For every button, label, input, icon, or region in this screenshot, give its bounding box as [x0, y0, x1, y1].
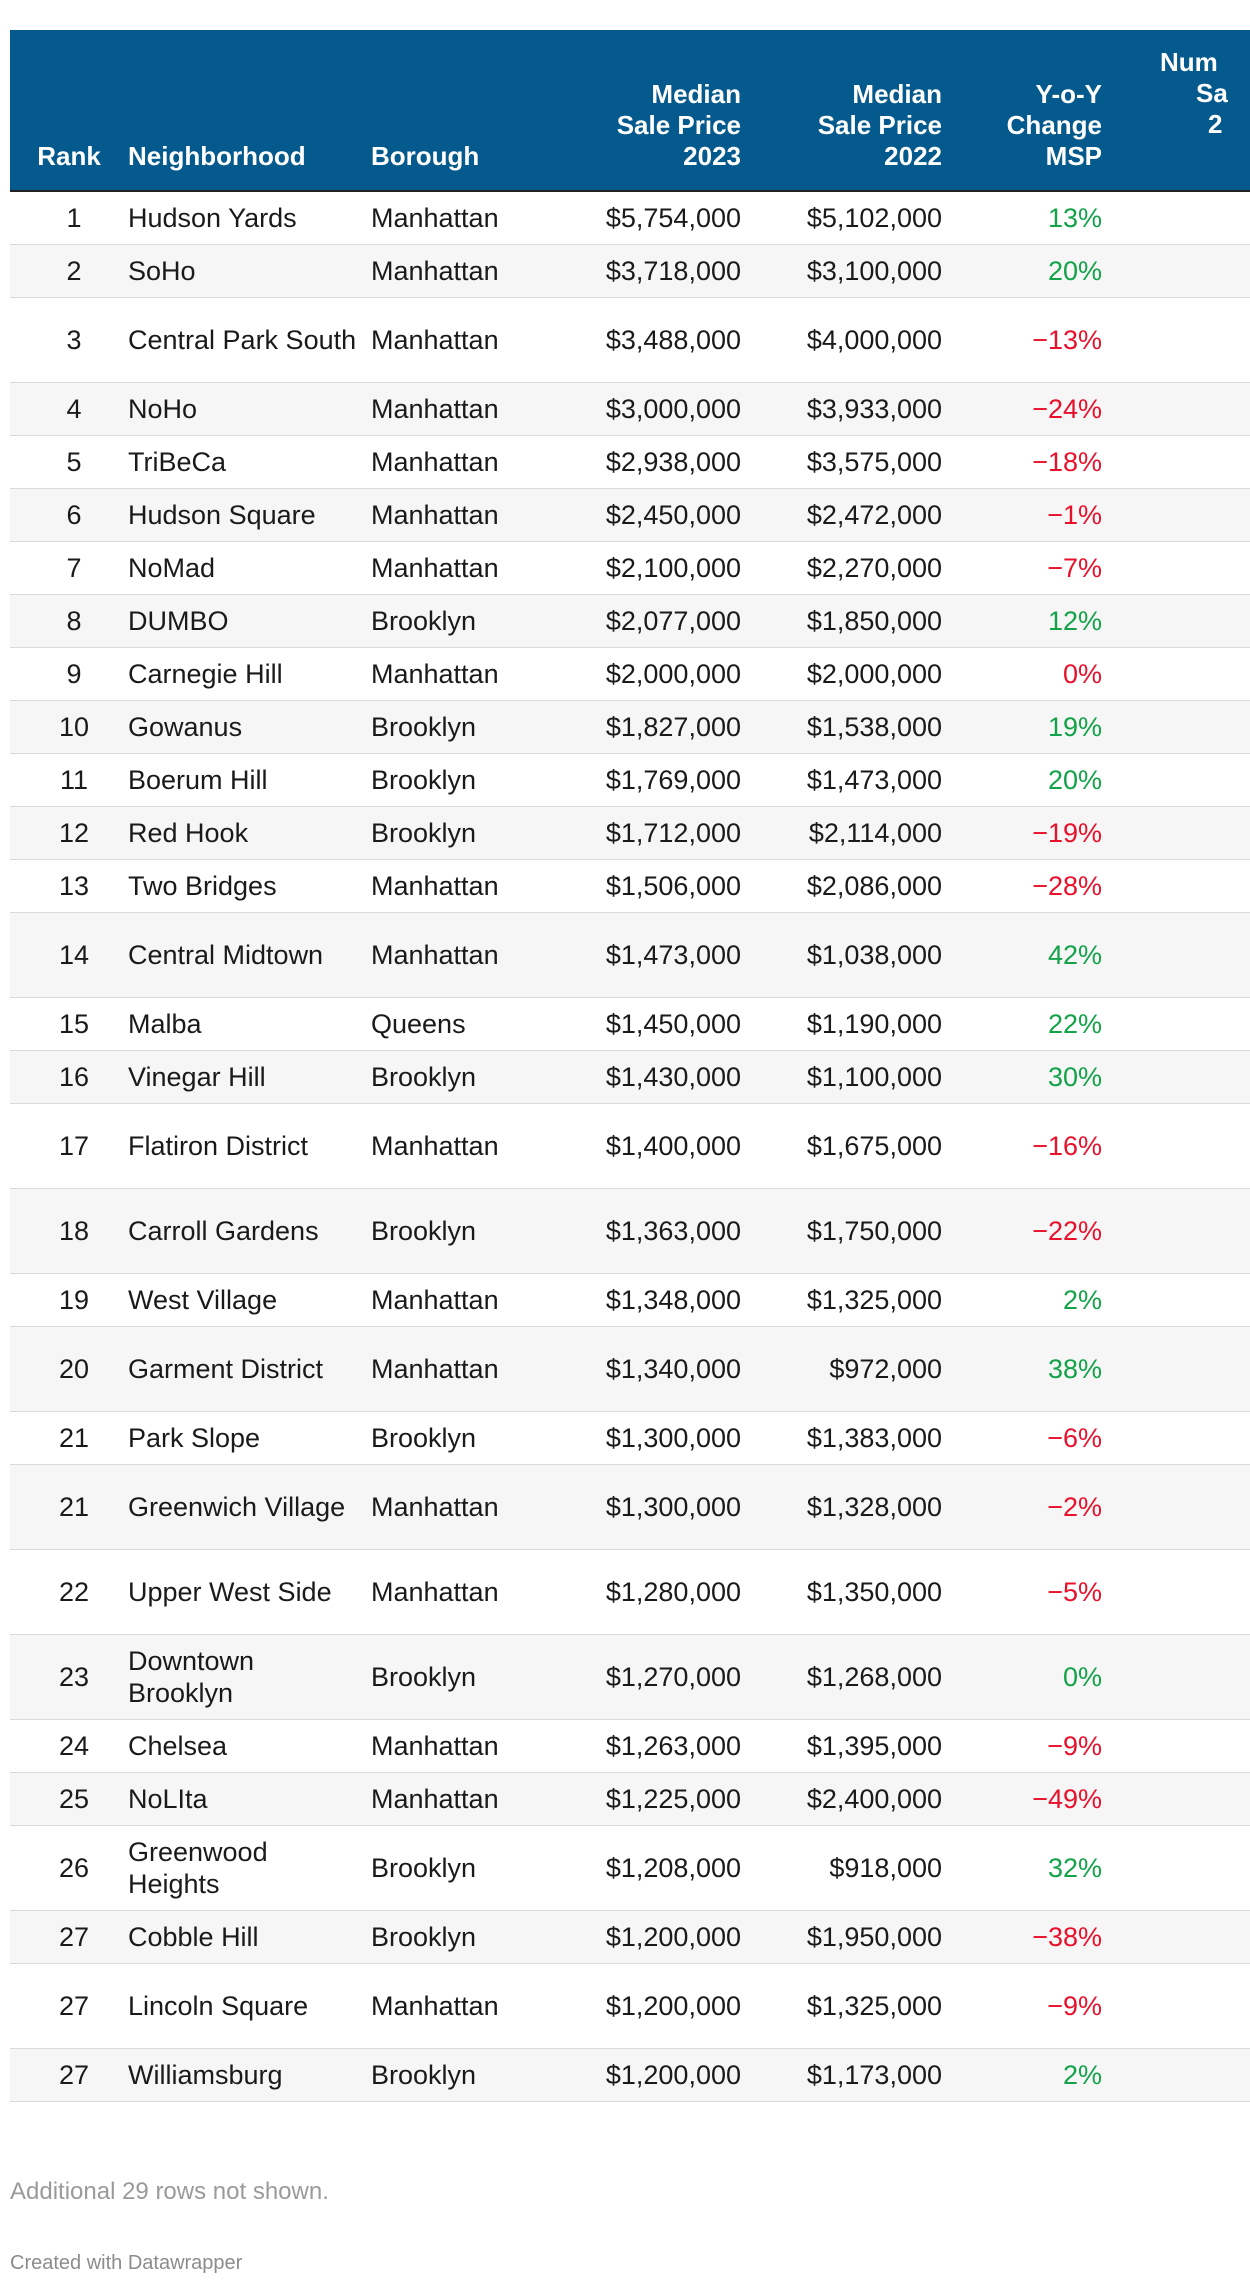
table-row	[10, 1825, 1250, 1910]
median-sale-price-2023-cell: $1,430,000	[537, 1050, 741, 1103]
median-sale-price-2022-cell: $1,850,000	[741, 594, 942, 647]
number-of-sales-cell	[1102, 541, 1250, 594]
rank-cell: 5	[10, 435, 128, 488]
borough-cell: Manhattan	[371, 859, 537, 912]
column-header-rank[interactable]: Rank	[10, 30, 128, 191]
table-row	[10, 753, 1250, 806]
yoy-change-cell: 12%	[942, 594, 1102, 647]
median-sale-price-2023-cell: $3,718,000	[537, 244, 741, 297]
median-sale-price-2023-cell: $1,712,000	[537, 806, 741, 859]
borough-cell: Manhattan	[371, 191, 537, 244]
median-sale-price-2022-cell: $1,675,000	[741, 1103, 942, 1188]
table-row	[10, 912, 1250, 997]
neighborhood-cell: Carnegie Hill	[128, 647, 371, 700]
neighborhood-cell: DUMBO	[128, 594, 371, 647]
rank-cell: 21	[10, 1464, 128, 1549]
neighborhood-cell: NoLIta	[128, 1772, 371, 1825]
neighborhood-cell: TriBeCa	[128, 435, 371, 488]
table-row	[10, 297, 1250, 382]
number-of-sales-cell	[1102, 859, 1250, 912]
neighborhood-cell: SoHo	[128, 244, 371, 297]
yoy-change-cell: 0%	[942, 1634, 1102, 1719]
borough-cell: Brooklyn	[371, 1634, 537, 1719]
table-row	[10, 1963, 1250, 2048]
median-sale-price-2023-cell: $1,769,000	[537, 753, 741, 806]
neighborhood-cell: Flatiron District	[128, 1103, 371, 1188]
neighborhood-cell: NoHo	[128, 382, 371, 435]
median-sale-price-2023-cell: $1,450,000	[537, 997, 741, 1050]
number-of-sales-cell	[1102, 1910, 1250, 1963]
table-row	[10, 1719, 1250, 1772]
rank-cell: 14	[10, 912, 128, 997]
borough-cell: Manhattan	[371, 1719, 537, 1772]
borough-cell: Brooklyn	[371, 700, 537, 753]
median-sale-price-2023-cell: $2,100,000	[537, 541, 741, 594]
borough-cell: Manhattan	[371, 1549, 537, 1634]
column-header-number-of-sales[interactable]: Num Sa 2	[1102, 30, 1250, 191]
number-of-sales-cell	[1102, 912, 1250, 997]
yoy-change-cell: 19%	[942, 700, 1102, 753]
rank-cell: 7	[10, 541, 128, 594]
rank-cell: 27	[10, 2048, 128, 2101]
table-notes: Additional 29 rows not shown.	[10, 2178, 329, 2205]
median-sale-price-2023-cell: $1,270,000	[537, 1634, 741, 1719]
borough-cell: Manhattan	[371, 1464, 537, 1549]
rank-cell: 24	[10, 1719, 128, 1772]
median-sale-price-2022-cell: $4,000,000	[741, 297, 942, 382]
number-of-sales-cell	[1102, 1188, 1250, 1273]
neighborhood-cell: Red Hook	[128, 806, 371, 859]
rank-cell: 16	[10, 1050, 128, 1103]
median-sale-price-2023-cell: $2,450,000	[537, 488, 741, 541]
neighborhood-cell: Central Park South	[128, 297, 371, 382]
number-of-sales-cell	[1102, 435, 1250, 488]
yoy-change-cell: 0%	[942, 647, 1102, 700]
data-table-container	[10, 30, 1228, 2102]
median-sale-price-2023-cell: $2,000,000	[537, 647, 741, 700]
rank-cell: 15	[10, 997, 128, 1050]
rank-cell: 23	[10, 1634, 128, 1719]
table-body	[10, 191, 1250, 2101]
borough-cell: Manhattan	[371, 244, 537, 297]
table-header	[10, 30, 1250, 191]
yoy-change-cell: −28%	[942, 859, 1102, 912]
median-sale-price-2022-cell: $1,325,000	[741, 1963, 942, 2048]
borough-cell: Manhattan	[371, 541, 537, 594]
datawrapper-credit[interactable]: Created with Datawrapper	[10, 2252, 243, 2274]
median-sale-price-2023-cell: $1,225,000	[537, 1772, 741, 1825]
median-sale-price-2022-cell: $1,328,000	[741, 1464, 942, 1549]
neighborhood-cell: Chelsea	[128, 1719, 371, 1772]
median-sale-price-2022-cell: $1,038,000	[741, 912, 942, 997]
number-of-sales-cell	[1102, 244, 1250, 297]
number-of-sales-cell	[1102, 1411, 1250, 1464]
rank-cell: 10	[10, 700, 128, 753]
number-of-sales-cell	[1102, 1549, 1250, 1634]
neighborhood-cell: Cobble Hill	[128, 1910, 371, 1963]
number-of-sales-cell	[1102, 1464, 1250, 1549]
neighborhood-cell: Central Midtown	[128, 912, 371, 997]
borough-cell: Brooklyn	[371, 806, 537, 859]
yoy-change-cell: 38%	[942, 1326, 1102, 1411]
number-of-sales-cell	[1102, 1825, 1250, 1910]
table-row	[10, 1411, 1250, 1464]
median-sale-price-2023-cell: $1,200,000	[537, 1963, 741, 2048]
median-sale-price-2022-cell: $3,933,000	[741, 382, 942, 435]
number-of-sales-cell	[1102, 1963, 1250, 2048]
table-row	[10, 806, 1250, 859]
median-sale-price-2022-cell: $2,000,000	[741, 647, 942, 700]
rank-cell: 18	[10, 1188, 128, 1273]
number-of-sales-cell	[1102, 594, 1250, 647]
median-sale-price-2022-cell: $3,575,000	[741, 435, 942, 488]
yoy-change-cell: −38%	[942, 1910, 1102, 1963]
neighborhood-cell: Two Bridges	[128, 859, 371, 912]
neighborhood-cell: Downtown Brooklyn	[128, 1634, 371, 1719]
borough-cell: Brooklyn	[371, 1188, 537, 1273]
neighborhood-cell: Lincoln Square	[128, 1963, 371, 2048]
column-header-msp-2023[interactable]: Median Sale Price 2023	[537, 30, 741, 191]
yoy-change-cell: 32%	[942, 1825, 1102, 1910]
yoy-change-cell: −19%	[942, 806, 1102, 859]
median-sale-price-2023-cell: $1,348,000	[537, 1273, 741, 1326]
neighborhood-cell: Garment District	[128, 1326, 371, 1411]
median-sale-price-2023-cell: $5,754,000	[537, 191, 741, 244]
column-header-neighborhood[interactable]: Neighborhood	[128, 30, 371, 191]
median-sale-price-2022-cell: $3,100,000	[741, 244, 942, 297]
yoy-change-cell: −16%	[942, 1103, 1102, 1188]
table-row	[10, 1050, 1250, 1103]
median-sale-price-2022-cell: $1,473,000	[741, 753, 942, 806]
table-row	[10, 1464, 1250, 1549]
median-sale-price-2022-cell: $1,100,000	[741, 1050, 942, 1103]
median-sale-price-2022-cell: $2,472,000	[741, 488, 942, 541]
rank-cell: 26	[10, 1825, 128, 1910]
borough-cell: Manhattan	[371, 435, 537, 488]
rank-cell: 11	[10, 753, 128, 806]
table-row	[10, 647, 1250, 700]
number-of-sales-cell	[1102, 2048, 1250, 2101]
borough-cell: Manhattan	[371, 382, 537, 435]
median-sale-price-2023-cell: $2,938,000	[537, 435, 741, 488]
rank-cell: 6	[10, 488, 128, 541]
number-of-sales-cell	[1102, 1719, 1250, 1772]
borough-cell: Brooklyn	[371, 1910, 537, 1963]
median-sale-price-2022-cell: $1,268,000	[741, 1634, 942, 1719]
yoy-change-cell: −7%	[942, 541, 1102, 594]
neighborhood-cell: Malba	[128, 997, 371, 1050]
median-sale-price-2023-cell: $1,340,000	[537, 1326, 741, 1411]
table-row	[10, 1549, 1250, 1634]
rank-cell: 1	[10, 191, 128, 244]
rank-cell: 8	[10, 594, 128, 647]
yoy-change-cell: −6%	[942, 1411, 1102, 1464]
rank-cell: 2	[10, 244, 128, 297]
median-sale-price-2023-cell: $1,827,000	[537, 700, 741, 753]
rank-cell: 19	[10, 1273, 128, 1326]
table-row	[10, 859, 1250, 912]
yoy-change-cell: −5%	[942, 1549, 1102, 1634]
median-sale-price-2022-cell: $1,325,000	[741, 1273, 942, 1326]
neighborhood-cell: Vinegar Hill	[128, 1050, 371, 1103]
median-sale-price-2022-cell: $2,086,000	[741, 859, 942, 912]
median-sale-price-2022-cell: $972,000	[741, 1326, 942, 1411]
rank-cell: 12	[10, 806, 128, 859]
number-of-sales-cell	[1102, 488, 1250, 541]
borough-cell: Manhattan	[371, 1772, 537, 1825]
rank-cell: 4	[10, 382, 128, 435]
median-sale-price-2023-cell: $1,200,000	[537, 2048, 741, 2101]
neighborhood-cell: Carroll Gardens	[128, 1188, 371, 1273]
median-sale-price-2023-cell: $3,000,000	[537, 382, 741, 435]
table-row	[10, 1772, 1250, 1825]
number-of-sales-cell	[1102, 297, 1250, 382]
median-sale-price-2023-cell: $1,200,000	[537, 1910, 741, 1963]
yoy-change-cell: 2%	[942, 2048, 1102, 2101]
table-row	[10, 997, 1250, 1050]
median-sale-price-2022-cell: $2,400,000	[741, 1772, 942, 1825]
number-of-sales-cell	[1102, 382, 1250, 435]
number-of-sales-cell	[1102, 647, 1250, 700]
yoy-change-cell: −13%	[942, 297, 1102, 382]
median-sale-price-2022-cell: $1,395,000	[741, 1719, 942, 1772]
median-sale-price-2022-cell: $2,270,000	[741, 541, 942, 594]
median-sale-price-2022-cell: $1,350,000	[741, 1549, 942, 1634]
neighborhood-cell: Williamsburg	[128, 2048, 371, 2101]
yoy-change-cell: 13%	[942, 191, 1102, 244]
median-sale-price-2022-cell: $1,538,000	[741, 700, 942, 753]
median-sale-price-2023-cell: $1,263,000	[537, 1719, 741, 1772]
median-sale-price-2022-cell: $1,750,000	[741, 1188, 942, 1273]
neighborhood-cell: Boerum Hill	[128, 753, 371, 806]
median-sale-price-2022-cell: $1,950,000	[741, 1910, 942, 1963]
table-row	[10, 700, 1250, 753]
table-row	[10, 1103, 1250, 1188]
table-row	[10, 191, 1250, 244]
table-row	[10, 488, 1250, 541]
median-sale-price-2023-cell: $1,473,000	[537, 912, 741, 997]
median-sale-price-2022-cell: $918,000	[741, 1825, 942, 1910]
neighborhood-cell: Park Slope	[128, 1411, 371, 1464]
table-row	[10, 1273, 1250, 1326]
data-table	[10, 30, 1250, 2102]
borough-cell: Manhattan	[371, 1273, 537, 1326]
number-of-sales-cell	[1102, 1634, 1250, 1719]
column-header-borough[interactable]: Borough	[371, 30, 537, 191]
column-header-msp-2022[interactable]: Median Sale Price 2022	[741, 30, 942, 191]
number-of-sales-cell	[1102, 753, 1250, 806]
borough-cell: Manhattan	[371, 1103, 537, 1188]
borough-cell: Manhattan	[371, 297, 537, 382]
median-sale-price-2022-cell: $1,383,000	[741, 1411, 942, 1464]
table-row	[10, 2048, 1250, 2101]
yoy-change-cell: −1%	[942, 488, 1102, 541]
yoy-change-cell: 30%	[942, 1050, 1102, 1103]
number-of-sales-cell	[1102, 191, 1250, 244]
borough-cell: Brooklyn	[371, 1050, 537, 1103]
median-sale-price-2023-cell: $1,300,000	[537, 1464, 741, 1549]
median-sale-price-2022-cell: $1,173,000	[741, 2048, 942, 2101]
rank-cell: 25	[10, 1772, 128, 1825]
median-sale-price-2022-cell: $1,190,000	[741, 997, 942, 1050]
yoy-change-cell: −24%	[942, 382, 1102, 435]
median-sale-price-2023-cell: $1,280,000	[537, 1549, 741, 1634]
borough-cell: Manhattan	[371, 912, 537, 997]
neighborhood-cell: Hudson Square	[128, 488, 371, 541]
number-of-sales-cell	[1102, 700, 1250, 753]
rank-cell: 27	[10, 1963, 128, 2048]
median-sale-price-2023-cell: $1,363,000	[537, 1188, 741, 1273]
table-row	[10, 1188, 1250, 1273]
table-row	[10, 541, 1250, 594]
borough-cell: Manhattan	[371, 1963, 537, 2048]
rank-cell: 20	[10, 1326, 128, 1411]
yoy-change-cell: −2%	[942, 1464, 1102, 1549]
table-row	[10, 594, 1250, 647]
number-of-sales-cell	[1102, 997, 1250, 1050]
yoy-change-cell: 22%	[942, 997, 1102, 1050]
yoy-change-cell: 42%	[942, 912, 1102, 997]
rank-cell: 17	[10, 1103, 128, 1188]
neighborhood-cell: Upper West Side	[128, 1549, 371, 1634]
rank-cell: 3	[10, 297, 128, 382]
neighborhood-cell: Greenwich Village	[128, 1464, 371, 1549]
table-row	[10, 382, 1250, 435]
yoy-change-cell: −9%	[942, 1963, 1102, 2048]
number-of-sales-cell	[1102, 1050, 1250, 1103]
borough-cell: Manhattan	[371, 1326, 537, 1411]
borough-cell: Manhattan	[371, 647, 537, 700]
column-header-yoy-change[interactable]: Y-o-Y Change MSP	[942, 30, 1102, 191]
median-sale-price-2023-cell: $1,208,000	[537, 1825, 741, 1910]
borough-cell: Brooklyn	[371, 1825, 537, 1910]
median-sale-price-2023-cell: $3,488,000	[537, 297, 741, 382]
neighborhood-cell: Gowanus	[128, 700, 371, 753]
neighborhood-cell: Greenwood Heights	[128, 1825, 371, 1910]
rank-cell: 27	[10, 1910, 128, 1963]
number-of-sales-cell	[1102, 806, 1250, 859]
table-row	[10, 1634, 1250, 1719]
borough-cell: Brooklyn	[371, 753, 537, 806]
borough-cell: Brooklyn	[371, 2048, 537, 2101]
number-of-sales-cell	[1102, 1326, 1250, 1411]
rank-cell: 21	[10, 1411, 128, 1464]
number-of-sales-cell	[1102, 1273, 1250, 1326]
yoy-change-cell: −49%	[942, 1772, 1102, 1825]
median-sale-price-2023-cell: $1,400,000	[537, 1103, 741, 1188]
number-of-sales-cell	[1102, 1103, 1250, 1188]
table-row	[10, 1910, 1250, 1963]
table-row	[10, 244, 1250, 297]
borough-cell: Manhattan	[371, 488, 537, 541]
median-sale-price-2022-cell: $5,102,000	[741, 191, 942, 244]
borough-cell: Queens	[371, 997, 537, 1050]
table-row	[10, 1326, 1250, 1411]
yoy-change-cell: 2%	[942, 1273, 1102, 1326]
median-sale-price-2023-cell: $2,077,000	[537, 594, 741, 647]
borough-cell: Brooklyn	[371, 594, 537, 647]
yoy-change-cell: 20%	[942, 244, 1102, 297]
yoy-change-cell: −9%	[942, 1719, 1102, 1772]
yoy-change-cell: 20%	[942, 753, 1102, 806]
neighborhood-cell: West Village	[128, 1273, 371, 1326]
neighborhood-cell: Hudson Yards	[128, 191, 371, 244]
median-sale-price-2023-cell: $1,300,000	[537, 1411, 741, 1464]
rank-cell: 22	[10, 1549, 128, 1634]
rank-cell: 9	[10, 647, 128, 700]
borough-cell: Brooklyn	[371, 1411, 537, 1464]
table-row	[10, 435, 1250, 488]
yoy-change-cell: −22%	[942, 1188, 1102, 1273]
number-of-sales-cell	[1102, 1772, 1250, 1825]
rank-cell: 13	[10, 859, 128, 912]
median-sale-price-2023-cell: $1,506,000	[537, 859, 741, 912]
neighborhood-cell: NoMad	[128, 541, 371, 594]
median-sale-price-2022-cell: $2,114,000	[741, 806, 942, 859]
yoy-change-cell: −18%	[942, 435, 1102, 488]
